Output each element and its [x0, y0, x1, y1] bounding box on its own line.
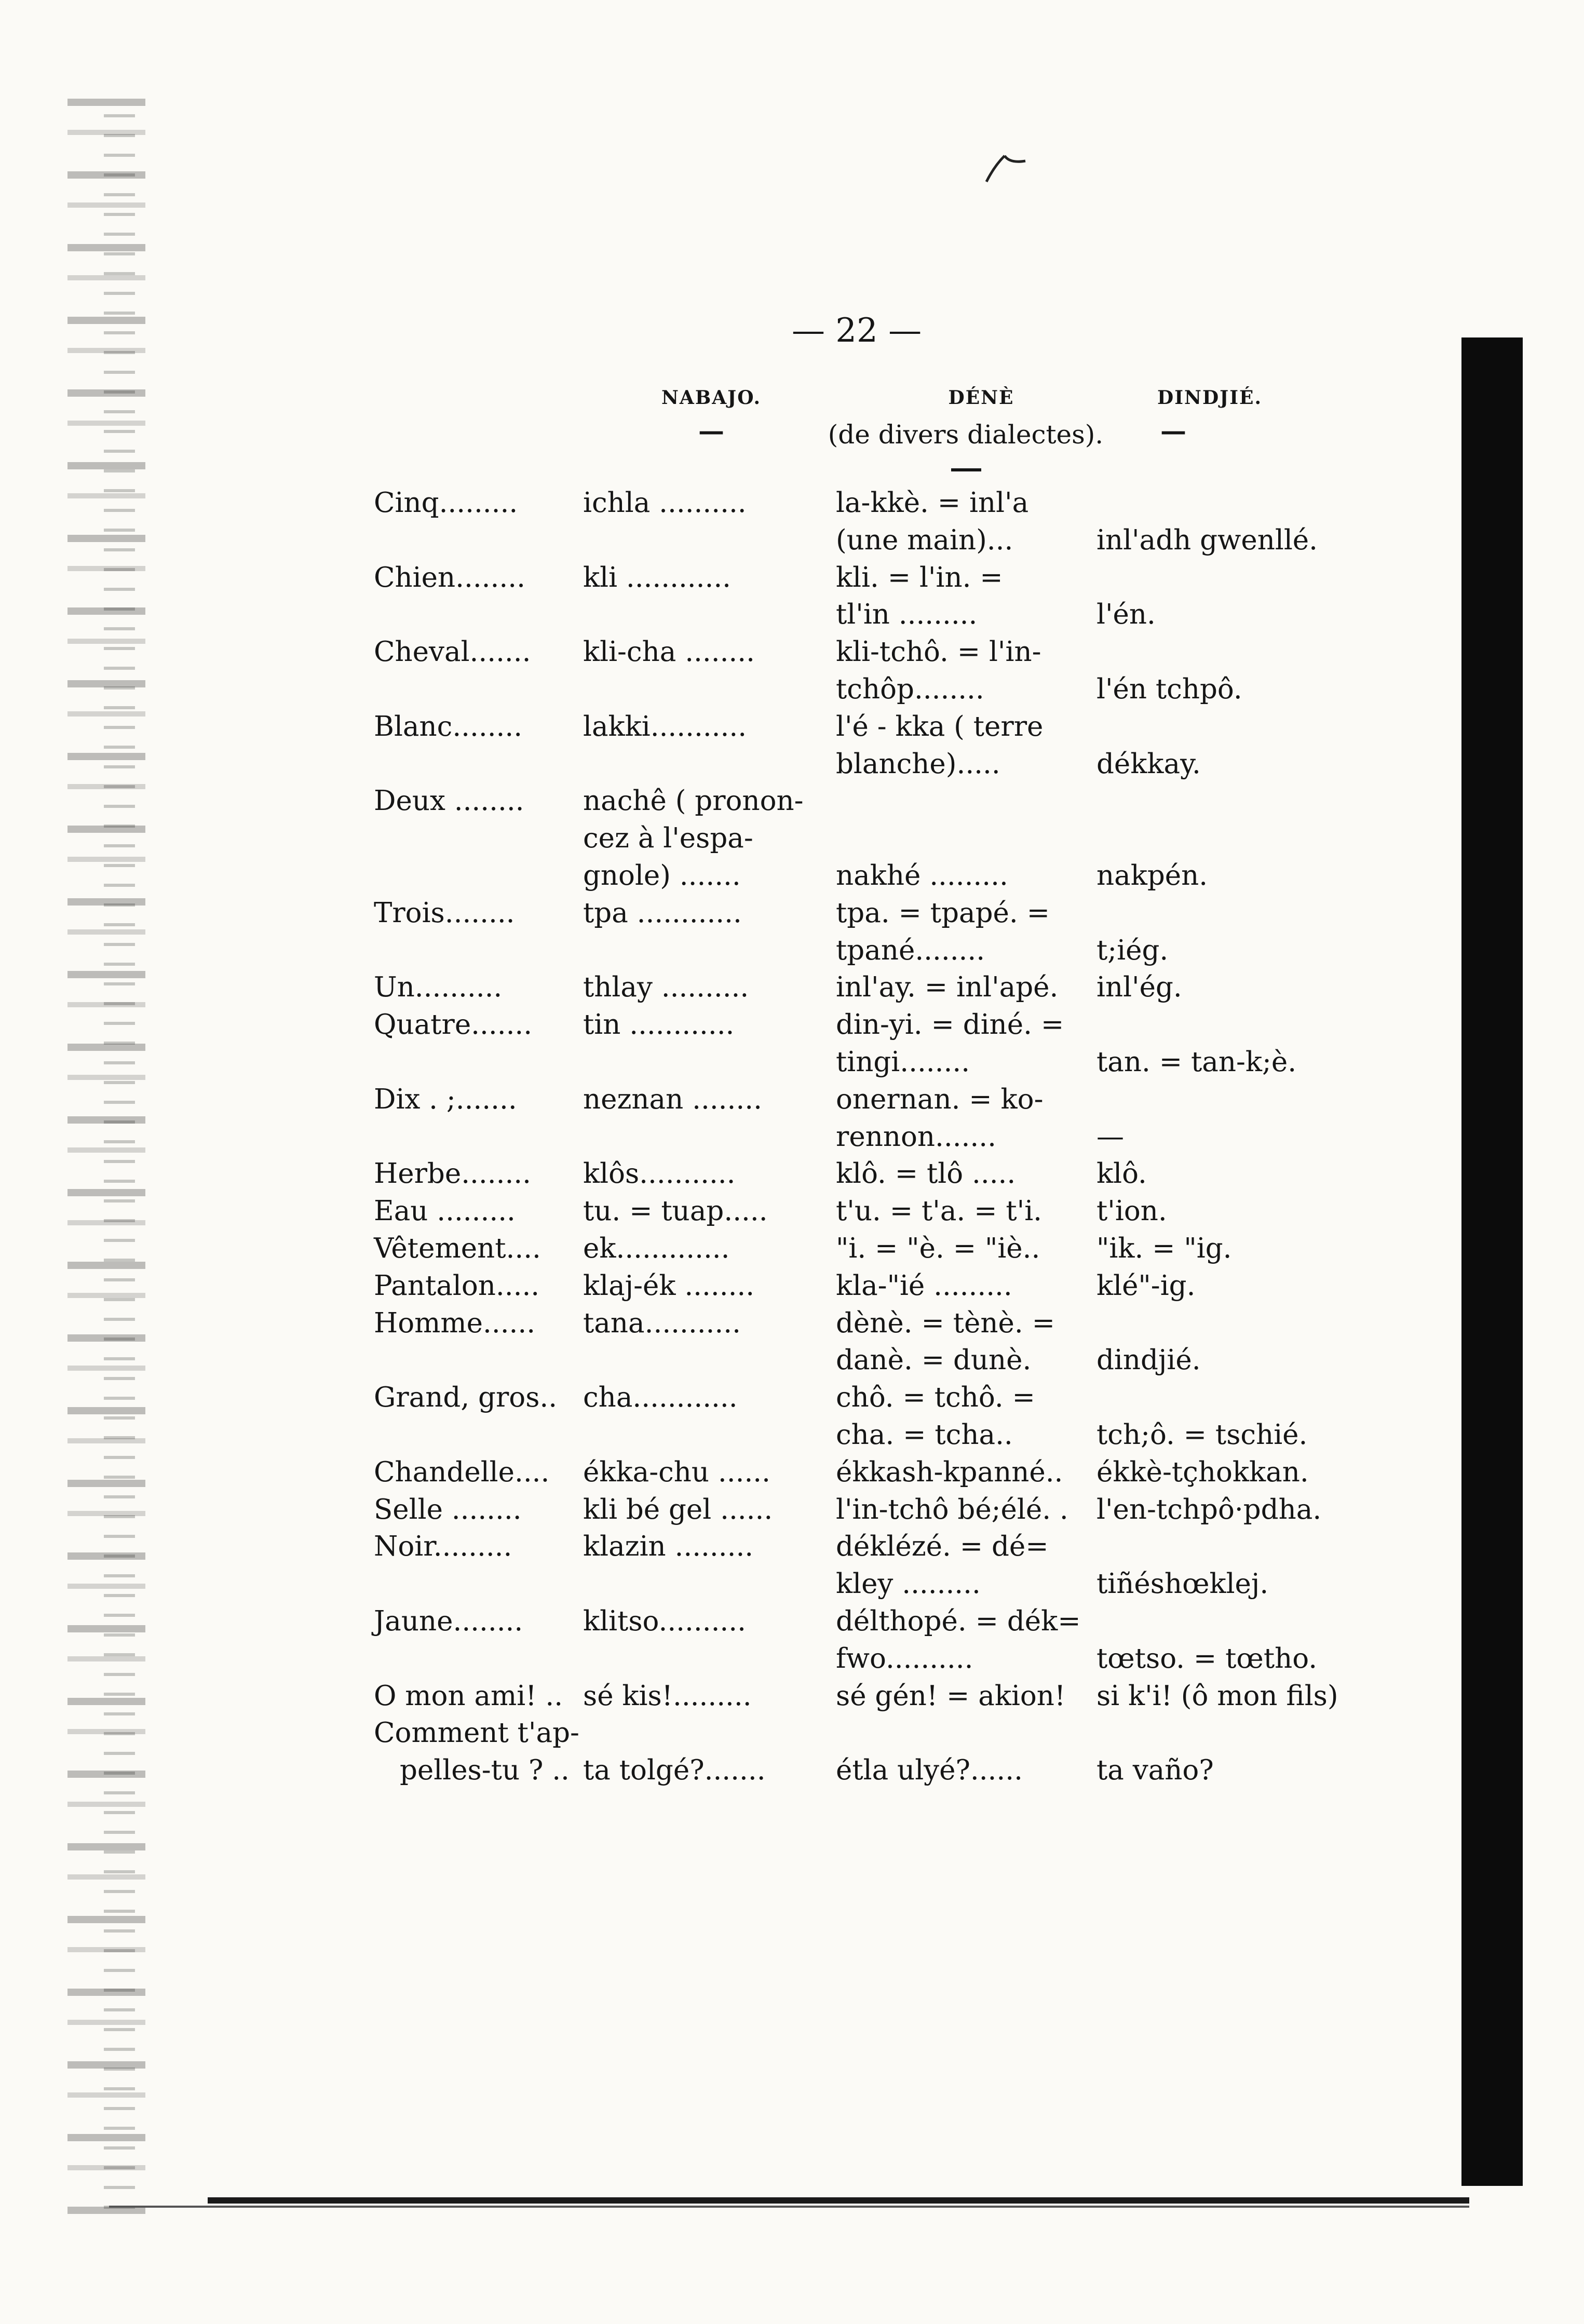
row-8-c1: nachê ( pronon- — [583, 785, 804, 817]
row-11-c1: tpa ............ — [583, 897, 742, 929]
row-32-c2: sé gén! = akion! — [836, 1680, 1066, 1712]
row-26-c2: ékkash-kpanné.. — [836, 1456, 1063, 1488]
row-20-c3: "ik. = "ig. — [1096, 1233, 1232, 1264]
scan-right-border — [1461, 337, 1523, 2186]
row-29-c3: tiñéshœklej. — [1096, 1568, 1269, 1600]
row-32-c3: si k'i! (ô mon fils) — [1096, 1680, 1338, 1712]
row-13-c1: thlay .......... — [583, 971, 749, 1004]
row-12-c2: tpané........ — [836, 934, 985, 966]
row-34-c0: pelles-tu ? .. — [400, 1754, 570, 1787]
scan-bottom-border-thin — [109, 2206, 1469, 2208]
row-21-c3: klé"-ig. — [1096, 1269, 1196, 1302]
row-20-c1: ek............. — [583, 1233, 730, 1264]
row-18-c0: Herbe........ — [374, 1158, 531, 1190]
column-dash-dene — [951, 468, 981, 471]
column-sub-nabajo: — — [698, 415, 724, 446]
row-18-c3: klô. — [1096, 1158, 1147, 1190]
row-32-c0: O mon ami! .. — [374, 1680, 563, 1712]
row-33-c0: Comment t'ap- — [374, 1717, 579, 1749]
pen-mark-icon — [984, 151, 1031, 187]
row-17-c2: rennon....... — [836, 1120, 996, 1153]
row-34-c3: ta vaño? — [1096, 1754, 1214, 1787]
column-sub-dene: (de divers dialectes). — [828, 420, 1104, 450]
row-0-c1: ichla .......... — [583, 487, 747, 519]
row-11-c0: Trois........ — [374, 897, 515, 929]
row-6-c1: lakki........... — [583, 710, 747, 742]
row-28-c2: déklézé. = dé= — [836, 1531, 1049, 1563]
row-10-c2: nakhé ......... — [836, 860, 1008, 891]
row-16-c2: onernan. = ko- — [836, 1083, 1044, 1115]
row-0-c2: la-kkè. = inl'a — [836, 487, 1029, 519]
page-number: — 22 — — [791, 312, 922, 350]
row-13-c2: inl'ay. = inl'apé. — [836, 971, 1059, 1004]
row-20-c2: "i. = "è. = "iè.. — [836, 1233, 1040, 1264]
row-1-c3: inl'adh gwenllé. — [1096, 524, 1318, 556]
row-8-c0: Deux ........ — [374, 785, 524, 817]
column-head-nabajo: NABAJO. — [661, 387, 761, 409]
row-4-c1: kli-cha ........ — [583, 636, 755, 668]
row-30-c2: délthopé. = dék= — [836, 1605, 1081, 1637]
row-28-c0: Noir......... — [374, 1531, 512, 1563]
row-25-c3: tch;ô. = tschié. — [1096, 1419, 1308, 1451]
row-31-c2: fwo.......... — [836, 1642, 973, 1674]
row-27-c0: Selle ........ — [374, 1493, 522, 1525]
row-19-c1: tu. = tuap..... — [583, 1195, 768, 1227]
row-19-c3: t'ion. — [1096, 1195, 1167, 1227]
row-0-c0: Cinq......... — [374, 487, 518, 519]
row-9-c1: cez à l'espa- — [583, 822, 753, 855]
row-4-c2: kli-tchô. = l'in- — [836, 636, 1041, 668]
row-34-c2: étla ulyé?...... — [836, 1754, 1023, 1787]
column-sub-dindjie: — — [1160, 415, 1186, 446]
row-22-c2: dènè. = tènè. = — [836, 1307, 1055, 1339]
row-18-c1: klôs........... — [583, 1158, 736, 1190]
row-19-c2: t'u. = t'a. = t'i. — [836, 1195, 1043, 1227]
column-head-dene: DÉNÈ — [948, 387, 1014, 409]
row-21-c0: Pantalon..... — [374, 1269, 540, 1302]
row-3-c3: l'én. — [1096, 599, 1156, 631]
row-27-c1: kli bé gel ...... — [583, 1493, 773, 1525]
row-14-c0: Quatre....... — [374, 1009, 533, 1041]
row-15-c3: tan. = tan-k;è. — [1096, 1046, 1297, 1078]
row-23-c2: danè. = dunè. — [836, 1344, 1032, 1376]
row-6-c0: Blanc........ — [374, 710, 523, 742]
row-20-c0: Vêtement.... — [374, 1233, 541, 1264]
row-24-c1: cha............ — [583, 1382, 738, 1414]
row-14-c1: tin ............ — [583, 1009, 735, 1041]
row-2-c1: kli ............ — [583, 561, 732, 593]
row-15-c2: tingi........ — [836, 1046, 970, 1078]
row-16-c0: Dix . ;....... — [374, 1083, 517, 1115]
row-23-c3: dindjié. — [1096, 1344, 1201, 1376]
row-24-c2: chô. = tchô. = — [836, 1382, 1035, 1414]
row-21-c1: klaj-ék ........ — [583, 1269, 755, 1302]
row-4-c0: Cheval....... — [374, 636, 531, 668]
row-12-c3: t;iég. — [1096, 934, 1169, 966]
row-28-c1: klazin ......... — [583, 1531, 754, 1563]
row-16-c1: neznan ........ — [583, 1083, 762, 1115]
row-22-c0: Homme...... — [374, 1307, 536, 1339]
row-5-c2: tchôp........ — [836, 673, 984, 705]
row-14-c2: din-yi. = diné. = — [836, 1009, 1064, 1041]
row-7-c3: dékkay. — [1096, 748, 1201, 780]
row-2-c2: kli. = l'in. = — [836, 561, 1003, 593]
scan-edge-shadow-inner — [104, 114, 135, 2217]
row-30-c0: Jaune........ — [374, 1605, 523, 1637]
row-18-c2: klô. = tlô ..... — [836, 1158, 1016, 1190]
row-29-c2: kley ......... — [836, 1568, 981, 1600]
scan-bottom-border — [208, 2197, 1469, 2204]
row-11-c2: tpa. = tpapé. = — [836, 897, 1050, 929]
row-19-c0: Eau ......... — [374, 1195, 516, 1227]
row-10-c3: nakpén. — [1096, 860, 1208, 891]
row-22-c1: tana........... — [583, 1307, 741, 1339]
row-26-c3: ékkè-tçhokkan. — [1096, 1456, 1309, 1488]
row-31-c3: tœtso. = tœtho. — [1096, 1642, 1318, 1674]
column-head-dindjie: DINDJIÉ. — [1157, 387, 1263, 409]
row-27-c3: l'en-tchpô·pdha. — [1096, 1493, 1322, 1525]
row-7-c2: blanche)..... — [836, 748, 1000, 780]
row-34-c1: ta tolgé?....... — [583, 1754, 766, 1787]
row-32-c1: sé kis!......... — [583, 1680, 752, 1712]
row-10-c1: gnole) ....... — [583, 860, 741, 891]
row-27-c2: l'in-tchô bé;élé. . — [836, 1493, 1068, 1525]
row-21-c2: kla-"ié ......... — [836, 1269, 1012, 1302]
row-6-c2: l'é - kka ( terre — [836, 710, 1044, 742]
row-25-c2: cha. = tcha.. — [836, 1419, 1013, 1451]
row-13-c3: inl'ég. — [1096, 971, 1182, 1004]
row-13-c0: Un.......... — [374, 971, 503, 1004]
row-5-c3: l'én tchpô. — [1096, 673, 1242, 705]
row-2-c0: Chien........ — [374, 561, 525, 593]
row-17-c3: — — [1096, 1120, 1124, 1153]
row-30-c1: klitso.......... — [583, 1605, 746, 1637]
row-1-c2: (une main)... — [836, 524, 1013, 556]
row-26-c1: ékka-chu ...... — [583, 1456, 770, 1488]
row-24-c0: Grand, gros.. — [374, 1382, 558, 1414]
row-3-c2: tl'in ......... — [836, 599, 978, 631]
row-26-c0: Chandelle.... — [374, 1456, 550, 1488]
